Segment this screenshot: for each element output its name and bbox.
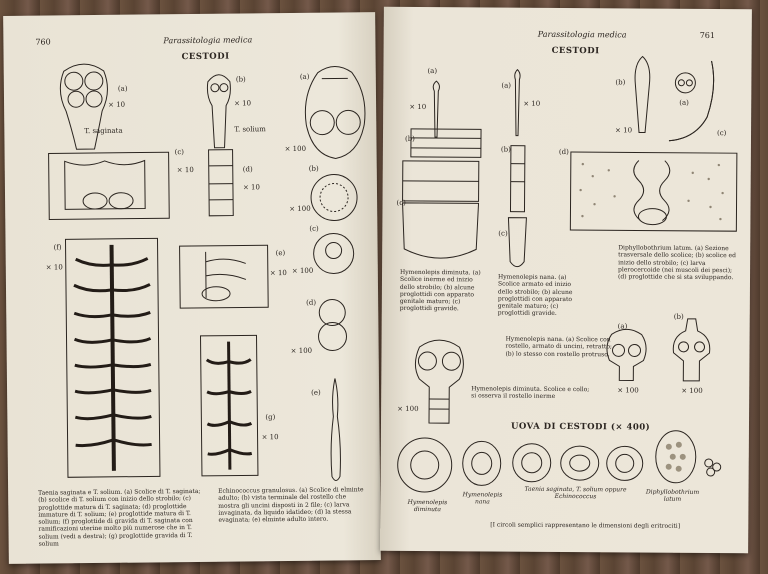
magnification-label: × 10 bbox=[108, 100, 126, 109]
h-nana-mature-proglottids-illustration bbox=[508, 144, 526, 214]
evaginated-larva-illustration bbox=[312, 296, 353, 352]
egg-diphyllobothrium-illustration bbox=[653, 429, 699, 485]
erythrocyte-circles-illustration bbox=[703, 457, 725, 477]
egg-label-h-nana: Hymenolepis nana bbox=[462, 491, 503, 506]
immature-proglottids-illustration bbox=[205, 148, 240, 218]
plerocercoid-larva-illustration bbox=[665, 57, 722, 147]
magnification-label: × 10 bbox=[261, 433, 279, 442]
egg-h-diminuta-illustration bbox=[394, 435, 454, 495]
magnification-label: × 10 bbox=[45, 263, 63, 272]
running-head: Parassitologia medica bbox=[163, 35, 253, 46]
label-d: (d) bbox=[242, 165, 253, 174]
magnification-label: × 100 bbox=[617, 386, 639, 395]
magnification-label: × 100 bbox=[397, 404, 419, 413]
echinococcus-scolex-illustration bbox=[298, 64, 373, 161]
t-saginata-scolex-illustration bbox=[54, 61, 115, 152]
magnification-label: × 100 bbox=[681, 386, 703, 395]
h-nana-gravid-proglottids-illustration bbox=[506, 216, 528, 272]
label-b: (b) bbox=[308, 164, 319, 173]
magnification-label: × 100 bbox=[290, 346, 313, 355]
page-number: 760 bbox=[35, 37, 51, 47]
label-c: (c) bbox=[717, 129, 727, 138]
label-b: (b) bbox=[673, 312, 684, 321]
diphyllobothrium-proglottid-illustration bbox=[568, 150, 739, 233]
label-a: (a) bbox=[617, 322, 628, 331]
egg-taenia-1-illustration bbox=[511, 442, 553, 484]
magnification-label: × 100 bbox=[291, 266, 314, 275]
egg-taenia-3-illustration bbox=[605, 444, 645, 482]
running-head: Parassitologia medica bbox=[537, 29, 627, 40]
right-page bbox=[380, 7, 752, 554]
egg-label-taenia: Taenia saginata, T. solium oppure Echinococcus bbox=[524, 485, 627, 501]
label-c: (c) bbox=[498, 229, 508, 238]
invaginated-larva-illustration bbox=[311, 230, 355, 276]
eggs-note: [I circoli semplici rappresentano le dimensioni degli eritrociti] bbox=[490, 521, 681, 530]
rostellum-hooks-illustration bbox=[309, 172, 360, 223]
egg-label-h-diminuta: Hymenolepis diminuta bbox=[407, 498, 448, 514]
h-nana-scolex-retracted-illustration bbox=[603, 326, 649, 382]
label-b: (b) bbox=[615, 78, 626, 87]
diphyllobothrium-scolex-illustration bbox=[631, 54, 654, 134]
magnification-label: × 10 bbox=[176, 165, 194, 175]
magnification-label: × 100 bbox=[284, 144, 307, 154]
mature-proglottid-illustration bbox=[45, 148, 174, 223]
caption-h-diminuta: Hymenolepis diminuta. (a) Scolice inerme ed inizio dello strobilo; (b) alcune proglottidi con apparato genitale maturo; (c) proglottidi gravide. bbox=[399, 268, 481, 313]
label-b: (b) bbox=[500, 145, 511, 154]
species-label-t-solium: T. solium bbox=[234, 125, 266, 134]
label-e: (e) bbox=[311, 388, 321, 397]
t-solium-scolex-illustration bbox=[204, 70, 235, 150]
magnification-label: × 10 bbox=[234, 99, 252, 108]
label-a: (a) bbox=[501, 81, 512, 90]
caption-taenia: Taenia saginata e T. solium. (a) Scolice di T. saginata; (b) scolice di T. solium con inizio dello strobilo; (c) proglottide matura di T. saginata; (d) proglottide immature di T. solium; (e) proglottide matura di T. solium; (f) proglottide di gravida di T. saginata con ramificazioni uterine molto più numerose che in T. solium (vedi a destra); (g) proglottide gravida di T. solium bbox=[38, 487, 201, 548]
label-c: (c) bbox=[309, 224, 319, 233]
magnification-label: × 10 bbox=[242, 183, 260, 192]
label-c: (c) bbox=[396, 198, 406, 207]
label-g: (g) bbox=[265, 413, 276, 422]
caption-h-nana-scolex: Hymenolepis nana. (a) Scolice con rostello, armato di uncini, retratto; (b) lo stesso con rostello protruso. bbox=[505, 335, 612, 358]
label-f: (f) bbox=[53, 243, 62, 252]
caption-echinococcus: Echinococcus granulosus. (a) Scolice di elminte adulto; (b) vista terminale del rostello che mostra gli uncini disposti in 2 file; (c) larva invaginata, da liquido idatideo; (d) la stessa evaginata; (e) elminte adulto intero. bbox=[218, 486, 364, 524]
h-diminuta-gravid-proglottids-illustration bbox=[400, 159, 481, 266]
species-label-t-saginata: T. saginata bbox=[84, 126, 123, 136]
egg-taenia-2-illustration bbox=[559, 444, 601, 482]
mature-proglottid-t-solium-illustration bbox=[176, 241, 273, 312]
h-diminuta-mature-proglottids-illustration bbox=[409, 127, 483, 160]
gravid-proglottid-t-saginata-illustration bbox=[61, 234, 164, 481]
magnification-label: × 10 bbox=[269, 269, 287, 278]
eggs-section-title: UOVA DI CESTODI (× 400) bbox=[510, 421, 651, 433]
label-a: (a) bbox=[679, 98, 689, 107]
egg-h-nana-illustration bbox=[461, 439, 503, 487]
caption-h-nana: Hymenolepis nana. (a) Scolice armato ed inizio dello strobilo; (b) alcune proglottidi con apparato genitale maturo; (c) proglottidi gravide. bbox=[497, 273, 573, 318]
section-title: CESTODI bbox=[551, 45, 600, 57]
caption-h-diminuta-scolex: Hymenolepis diminuta. Scolice e collo; si osserva il rostello inerme bbox=[471, 385, 590, 401]
magnification-label: × 10 bbox=[409, 102, 427, 112]
label-b: (b) bbox=[235, 75, 246, 84]
label-a: (a) bbox=[427, 67, 438, 76]
label-d: (d) bbox=[306, 298, 317, 307]
label-c: (c) bbox=[174, 148, 185, 157]
gravid-proglottid-t-solium-illustration bbox=[196, 331, 262, 482]
label-d: (d) bbox=[558, 147, 569, 157]
magnification-label: × 10 bbox=[615, 126, 633, 135]
label-b: (b) bbox=[404, 134, 415, 143]
page-number: 761 bbox=[699, 30, 716, 41]
label-a: (a) bbox=[117, 84, 128, 93]
h-nana-scolex-strobila-illustration bbox=[511, 68, 523, 138]
h-nana-scolex-protruded-illustration bbox=[669, 317, 713, 383]
magnification-label: × 100 bbox=[289, 204, 311, 213]
label-a: (a) bbox=[299, 72, 310, 81]
caption-diphyllobothrium: Diphyllobothrium latum. (a) Sezione trasversale dello scolice; (b) scolice ed inizio dello strobilo; (c) larva plerocercoide (nei muscoli dei pesci); (d) proglottide che si sta sviluppando. bbox=[617, 244, 736, 282]
adult-echinococcus-illustration bbox=[325, 376, 346, 486]
magnification-label: × 10 bbox=[523, 99, 541, 108]
left-page bbox=[3, 12, 381, 564]
label-e: (e) bbox=[275, 249, 286, 258]
section-title: CESTODI bbox=[181, 51, 230, 63]
egg-label-diphyllobothrium: Diphyllobothrium latum bbox=[645, 488, 700, 504]
